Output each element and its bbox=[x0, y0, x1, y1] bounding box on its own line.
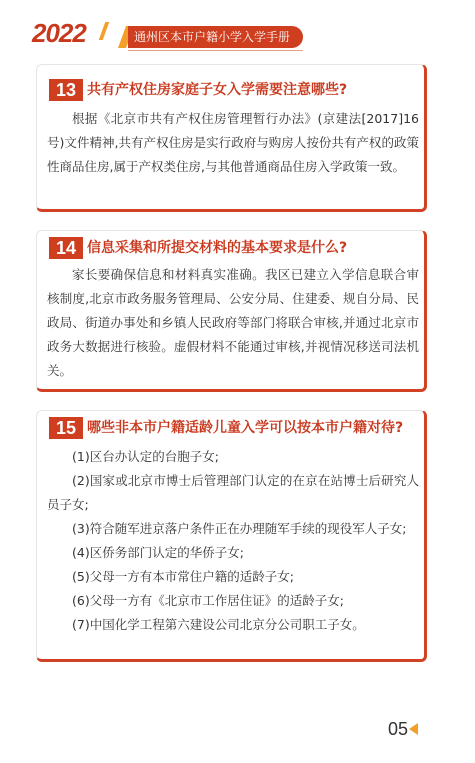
question-title: 哪些非本市户籍适龄儿童入学可以按本市户籍对待? bbox=[87, 420, 404, 436]
header-underline bbox=[128, 50, 303, 51]
header-title: 通州区本市户籍小学入学手册 bbox=[134, 30, 291, 44]
list-item: (3)符合随军进京落户条件正在办理随军手续的现役军人子女; bbox=[72, 521, 407, 536]
question-number-badge: 14 bbox=[49, 237, 83, 259]
list-item: (4)区侨务部门认定的华侨子女; bbox=[72, 545, 244, 560]
list-item: (6)父母一方有《北京市工作居住证》的适龄子女; bbox=[72, 593, 344, 608]
list-item: (2)国家或北京市博士后管理部门认定的在京在站博士后研究人员子女; bbox=[47, 473, 419, 512]
answer-body bbox=[47, 263, 419, 383]
question-title: 共有产权住房家庭子女入学需要注意哪些? bbox=[87, 82, 348, 98]
year-logo: 2022 bbox=[32, 18, 86, 48]
year-slash-decoration bbox=[99, 22, 110, 40]
question-number-badge: 15 bbox=[49, 417, 83, 439]
list-item: (1)区台办认定的台胞子女; bbox=[72, 449, 219, 464]
question-title: 信息采集和所提交材料的基本要求是什么? bbox=[87, 240, 348, 256]
answer-body bbox=[47, 107, 419, 179]
list-item: (5)父母一方有本市常住户籍的适龄子女; bbox=[72, 569, 294, 584]
qa-card-15 bbox=[36, 410, 427, 662]
answer-paragraph: 家长要确保信息和材料真实准确。我区已建立入学信息联合审核制度,北京市政务服务管理局、公安分局、住建委、规自分局、民政局、街道办事处和乡镇人民政府等部门将联合审核,并通过北京市政务大数据进行核验。虚假材料不能通过审核,并视情况移送司法机关。 bbox=[47, 267, 419, 378]
page-arrow-icon bbox=[409, 723, 418, 735]
answer-list bbox=[47, 445, 419, 637]
qa-card-14 bbox=[36, 230, 427, 392]
page-number: 05 bbox=[388, 719, 409, 739]
question-number-badge: 13 bbox=[49, 79, 83, 101]
qa-card-13 bbox=[36, 64, 427, 212]
answer-paragraph: 根据《北京市共有产权住房管理暂行办法》(京建法[2017]16号)文件精神,共有产权住房是实行政府与购房人按份共有产权的政策性商品住房,属于产权类住房,与其他普通商品住房入学政策一致。 bbox=[47, 111, 419, 174]
list-item: (7)中国化学工程第六建设公司北京分公司职工子女。 bbox=[72, 617, 365, 632]
